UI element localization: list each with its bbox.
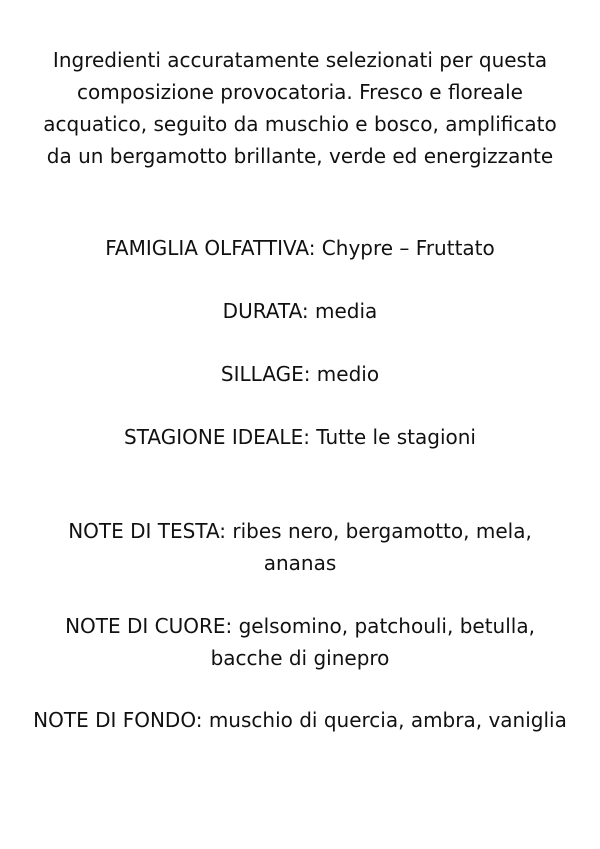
sillage: SILLAGE: medio [220,362,380,386]
ideal-season: STAGIONE IDEALE: Tutte le stagioni [124,425,476,449]
top-notes: NOTE DI TESTA: ribes nero, bergamotto, mela, ananas [68,519,532,575]
duration: DURATA: media [222,299,378,323]
olfactory-family: FAMIGLIA OLFATTIVA: Chypre – Fruttato [105,236,495,260]
heart-notes: NOTE DI CUORE: gelsomino, patchouli, betulla, bacche di ginepro [65,614,535,670]
intro-paragraph: Ingredienti accuratamente selezionati per questa composizione provocatoria. Fresco e floreale acquatico, seguito da muschio e bosco, amplificato da un bergamotto brillante, verde ed energizzante [43,48,557,168]
base-notes: NOTE DI FONDO: muschio di quercia, ambra, vaniglia [33,708,567,732]
